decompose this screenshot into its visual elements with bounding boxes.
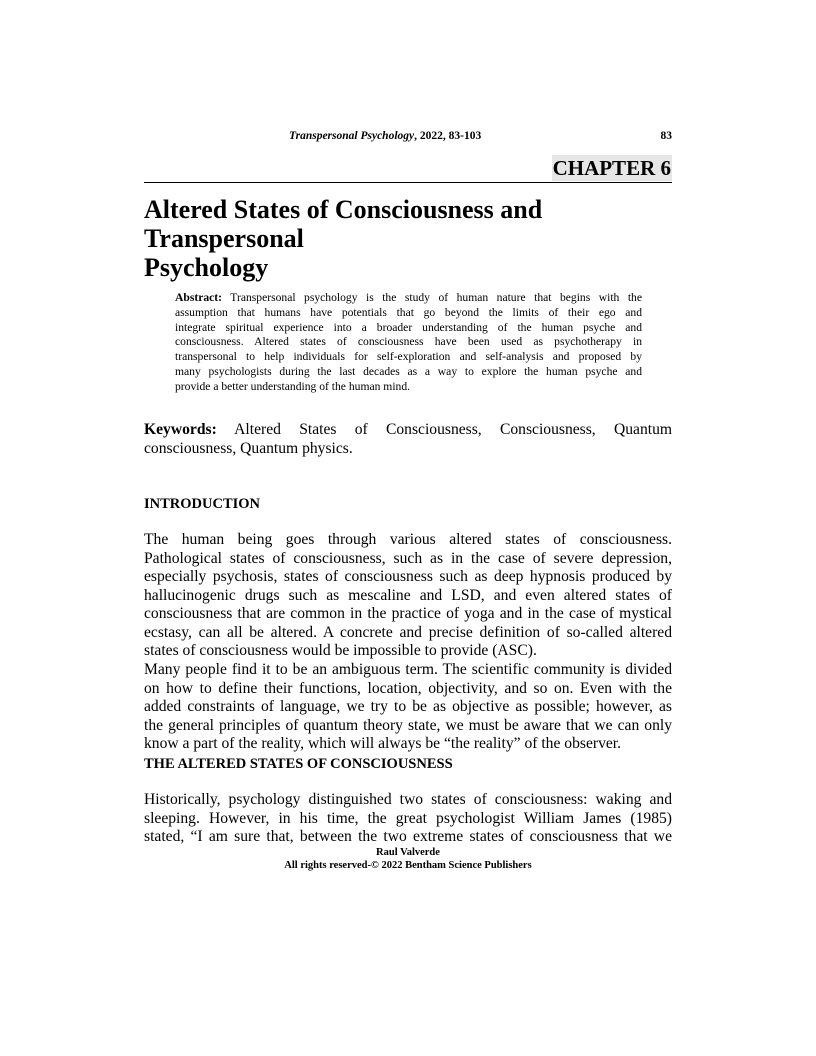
abstract-text: Transpersonal psychology is the study of human nature that begins with the xyxy=(222,291,642,304)
keywords-label: Keywords: xyxy=(144,421,217,438)
journal-citation xyxy=(289,130,481,142)
chapter-label: CHAPTER 6 xyxy=(552,156,671,180)
abstract-line xyxy=(175,291,642,306)
title-line: Psychology xyxy=(144,253,269,282)
journal-year-pages: , 2022, 83-103 xyxy=(414,130,482,142)
section-heading: THE ALTERED STATES OF CONSCIOUSNESS xyxy=(144,756,453,772)
paragraph-line: especially psychosis, states of consciousness such as deep hypnosis produced by xyxy=(144,568,672,585)
footer-rights: All rights reserved-© 2022 Bentham Science Publishers xyxy=(284,860,532,871)
paragraph-line: The human being goes through various altered states of consciousness. xyxy=(144,531,672,548)
paragraph-line: ecstasy, can all be altered. A concrete and precise definition of so-called altered xyxy=(144,623,672,641)
paragraph-line: Pathological states of consciousness, such as in the case of severe depression, xyxy=(144,549,672,567)
chapter-title xyxy=(144,195,674,282)
paragraph xyxy=(144,661,672,754)
keywords xyxy=(144,421,672,458)
paragraph-line: added constraints of language, we try to be as objective as possible; however, as xyxy=(144,698,672,715)
keywords-text: Altered States of Consciousness, Consciousness, Quantum xyxy=(216,421,672,438)
keywords-line xyxy=(144,421,672,440)
footer-author: Raul Valverde xyxy=(376,847,440,858)
abstract xyxy=(175,291,642,395)
paragraph xyxy=(144,531,672,661)
paragraph-line: on how to define their functions, location, objectivity, and so on. Even with the xyxy=(144,679,672,697)
keywords-line: consciousness, Quantum physics. xyxy=(144,439,353,457)
paragraph xyxy=(144,791,672,847)
paragraph-line: Historically, psychology distinguished two states of consciousness: waking and xyxy=(144,791,672,808)
abstract-line: provide a better understanding of the human mind. xyxy=(175,379,411,393)
paragraph-line: consciousness that are common in the practice of yoga and in the case of mystical xyxy=(144,605,672,622)
paragraph-line: know a part of the reality, which will always be “the reality” of the observer. xyxy=(144,735,622,752)
section-heading: INTRODUCTION xyxy=(144,496,261,512)
page-footer xyxy=(0,846,816,872)
paragraph-line: states of consciousness would be impossible to provide (ASC). xyxy=(144,642,537,659)
abstract-line: assumption that humans have potentials that go beyond the limits of their ego and xyxy=(175,305,642,319)
journal-name: Transpersonal Psychology xyxy=(289,130,415,142)
paragraph-line: the general principles of quantum theory state, we must be aware that we can only xyxy=(144,716,672,734)
header-rule xyxy=(144,182,672,183)
abstract-line: integrate spiritual experience into a broader understanding of the human psyche and xyxy=(175,320,642,334)
abstract-line: consciousness. Altered states of consciousness have been used as psychotherapy in xyxy=(175,335,642,349)
abstract-line: transpersonal to help individuals for self-exploration and self-analysis and proposed by xyxy=(175,350,642,364)
paragraph-line: Many people find it to be an ambiguous term. The scientific community is divided xyxy=(144,661,672,678)
title-line: Altered States of Consciousness and Transpersonal xyxy=(144,195,543,253)
paragraph-line: sleeping. However, in his time, the great psychologist William James (1985) xyxy=(144,809,672,827)
abstract-line: many psychologists during the last decades as a way to explore the human psyche and xyxy=(175,364,642,378)
paragraph-line: stated, “I am sure that, between the two extreme states of consciousness that we xyxy=(144,828,672,845)
paragraph-line: hallucinogenic drugs such as mescaline and LSD, and even altered states of xyxy=(144,586,672,604)
abstract-label: Abstract: xyxy=(175,291,223,304)
page-number: 83 xyxy=(660,130,672,142)
